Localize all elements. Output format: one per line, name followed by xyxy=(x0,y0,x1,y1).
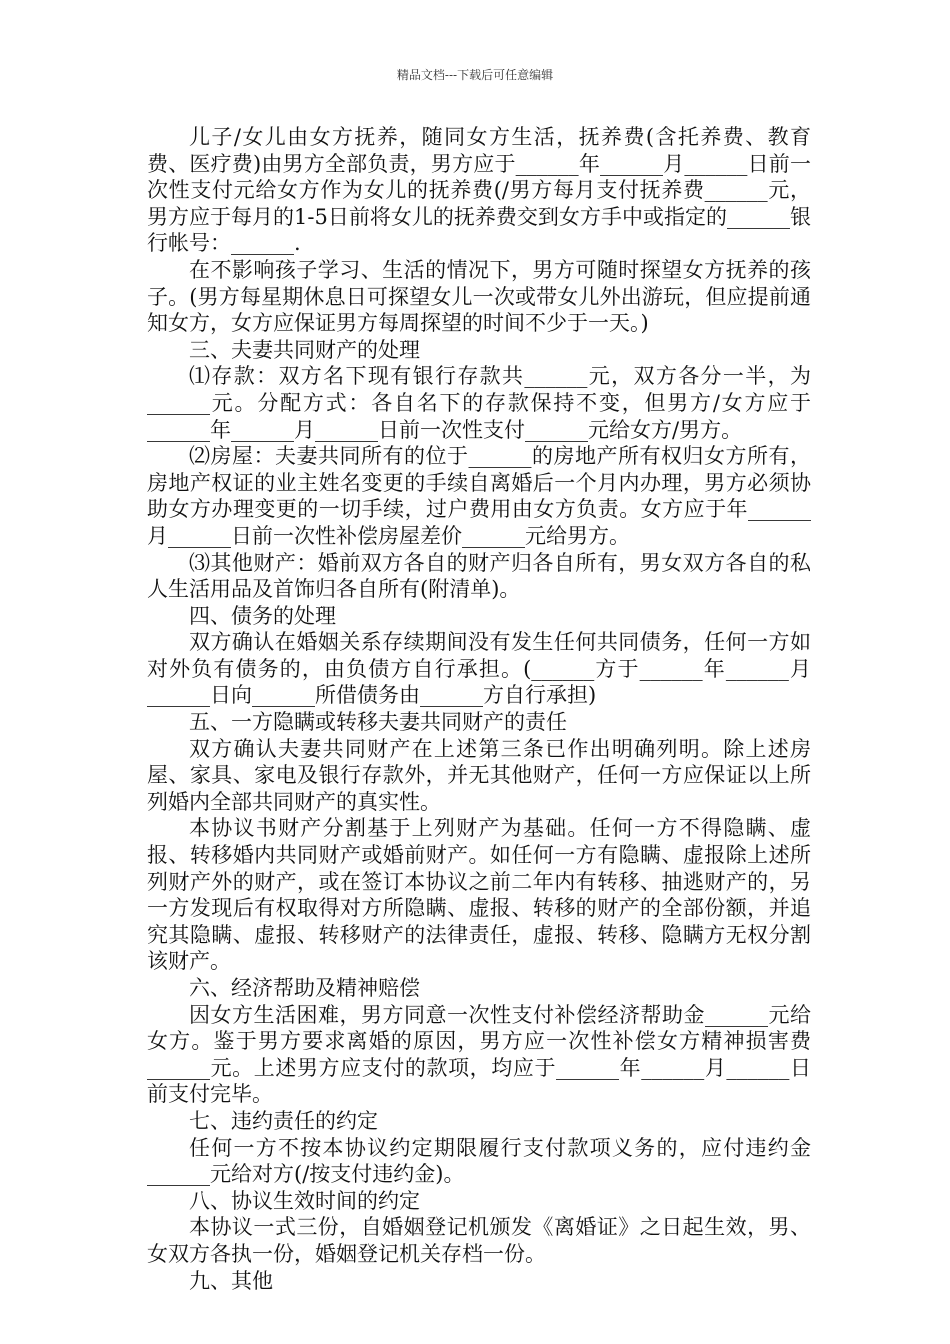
paragraph-debts: 双方确认在婚姻关系存续期间没有发生任何共同债务，任何一方如对外负有债务的，由负债方自行承担。(______方于______年______月______日向______所借债务由______方自行承担) xyxy=(147,630,811,708)
paragraph-effective: 本协议一式三份，自婚姻登记机颁发《离婚证》之日起生效，男、女双方各执一份，婚姻登记机关存档一份。 xyxy=(147,1215,811,1266)
paragraph-breach: 任何一方不按本协议约定期限履行支付款项义务的，应付违约金______元给对方(/按支付违约金)。 xyxy=(147,1135,811,1187)
section-heading-other: 九、其他 xyxy=(189,1268,273,1293)
paragraph-concealment-liability: 本协议书财产分割基于上列财产为基础。任何一方不得隐瞒、虚报、转移婚内共同财产或婚前财产。如任何一方有隐瞒、虚报除上述所列财产外的财产，或在签订本协议之前二年内有转移、抽逃财产的，另一方发现后有权取得对方所隐瞒、虚报、转移的财产的全部份额，并追究其隐瞒、虚报、转移财产的法律责任，虚报、转移、隐瞒方无权分割该财产。 xyxy=(147,816,811,974)
section-heading-concealment: 五、一方隐瞒或转移夫妻共同财产的责任 xyxy=(189,710,567,735)
paragraph-deposits: ⑴存款：双方名下现有银行存款共______元，双方各分一半，为______元。分配方式：各自名下的存款保持不变，但男方/女方应于______年______月______日前一次性支付______元给女方/男方。 xyxy=(147,364,811,442)
paragraph-other-property: ⑶其他财产：婚前双方各自的财产归各自所有，男女双方各自的私人生活用品及首饰归各自所有(附清单)。 xyxy=(147,550,811,602)
section-heading-breach: 七、违约责任的约定 xyxy=(189,1108,378,1133)
document-body xyxy=(147,124,811,1294)
paragraph-property-confirmation: 双方确认夫妻共同财产在上述第三条已作出明确列明。除上述房屋、家具、家电及银行存款外，并无其他财产，任何一方应保证以上所列婚内全部共同财产的真实性。 xyxy=(147,736,811,814)
paragraph-visitation: 在不影响孩子学习、生活的情况下，男方可随时探望女方抚养的孩子。(男方每星期休息日可探望女儿一次或带女儿外出游玩，但应提前通知女方，女方应保证男方每周探望的时间不少于一天。) xyxy=(147,257,811,336)
paragraph-custody-support: 儿子/女儿由女方抚养，随同女方生活，抚养费(含托养费、教育费、医疗费)由男方全部负责，男方应于______年______月______日前一次性支付元给女方作为女儿的抚养费(/男方每月支付抚养费______元，男方应于每月的1-5日前将女儿的抚养费交到女方手中或指定的______银行帐号：______. xyxy=(147,125,811,256)
page-header: 精品文档---下载后可任意编辑 xyxy=(396,68,554,82)
paragraph-compensation: 因女方生活困难，男方同意一次性支付补偿经济帮助金______元给女方。鉴于男方要求离婚的原因，男方应一次性补偿女方精神损害费______元。上述男方应支付的款项，均应于______年______月______日前支付完毕。 xyxy=(147,1002,811,1107)
section-heading-property: 三、夫妻共同财产的处理 xyxy=(189,337,420,362)
section-heading-debts: 四、债务的处理 xyxy=(189,603,336,628)
section-heading-compensation: 六、经济帮助及精神赔偿 xyxy=(189,976,420,1000)
section-heading-effective: 八、协议生效时间的约定 xyxy=(189,1188,420,1213)
paragraph-house: ⑵房屋：夫妻共同所有的位于______的房地产所有权归女方所有，房地产权证的业主姓名变更的手续自离婚后一个月内办理，男方必须协助女方办理变更的一切手续，过户费用由女方负责。女方应于年______月______日前一次性补偿房屋差价______元给男方。 xyxy=(147,444,811,548)
